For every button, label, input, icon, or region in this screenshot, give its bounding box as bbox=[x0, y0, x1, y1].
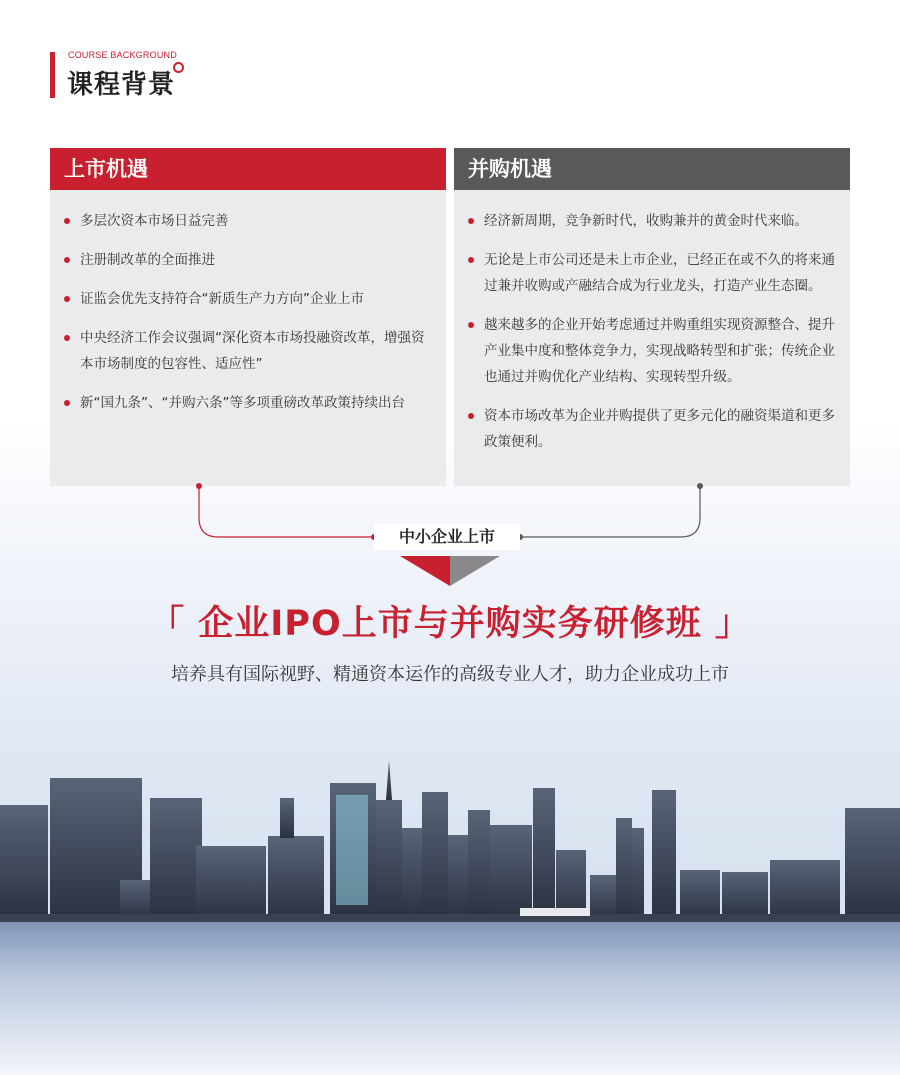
header-circle-decoration bbox=[173, 62, 184, 73]
list-item: 资本市场改革为企业并购提供了更多元化的融资渠道和更多政策便利。 bbox=[484, 403, 836, 455]
list-item: 注册制改革的全面推进 bbox=[80, 247, 432, 273]
listing-opportunity-card bbox=[50, 148, 446, 486]
list-item: 证监会优先支持符合“新质生产力方向”企业上市 bbox=[80, 286, 432, 312]
list-item: 经济新周期，竞争新时代，收购兼并的黄金时代来临。 bbox=[484, 208, 836, 234]
mna-bullet-list bbox=[454, 190, 850, 455]
header-english-label: COURSE BACKGROUND bbox=[68, 50, 177, 60]
arrow-right-gray-icon bbox=[450, 556, 500, 586]
list-item: 新“国九条”、“并购六条”等多项重磅改革政策持续出台 bbox=[80, 390, 432, 416]
connector-label: 中小企业上市 bbox=[374, 524, 520, 550]
header-accent-bar bbox=[50, 52, 55, 98]
mna-card-title: 并购机遇 bbox=[454, 148, 850, 190]
list-item: 中央经济工作会议强调“深化资本市场投融资改革，增强资本市场制度的包容性、适应性” bbox=[80, 325, 432, 377]
header-title: 课程背景 bbox=[67, 70, 176, 100]
list-item: 越来越多的企业开始考虑通过并购重组实现资源整合、提升产业集中度和整体竞争力，实现战略转型和扩张；传统企业也通过并购优化产业结构、实现转型升级。 bbox=[484, 312, 836, 390]
mna-opportunity-card bbox=[454, 148, 850, 486]
city-skyline-image bbox=[0, 750, 900, 1075]
list-item: 无论是上市公司还是未上市企业，已经正在或不久的将来通过兼并收购或产融结合成为行业龙头，打造产业生态圈。 bbox=[484, 247, 836, 299]
program-subtitle: 培养具有国际视野、精通资本运作的高级专业人才，助力企业成功上市 bbox=[171, 664, 729, 685]
arrow-left-red-icon bbox=[400, 556, 450, 586]
listing-bullet-list bbox=[50, 190, 446, 416]
program-title: 「 企业IPO上市与并购实务研修班 」 bbox=[149, 604, 751, 644]
listing-card-title: 上市机遇 bbox=[50, 148, 446, 190]
list-item: 多层次资本市场日益完善 bbox=[80, 208, 432, 234]
